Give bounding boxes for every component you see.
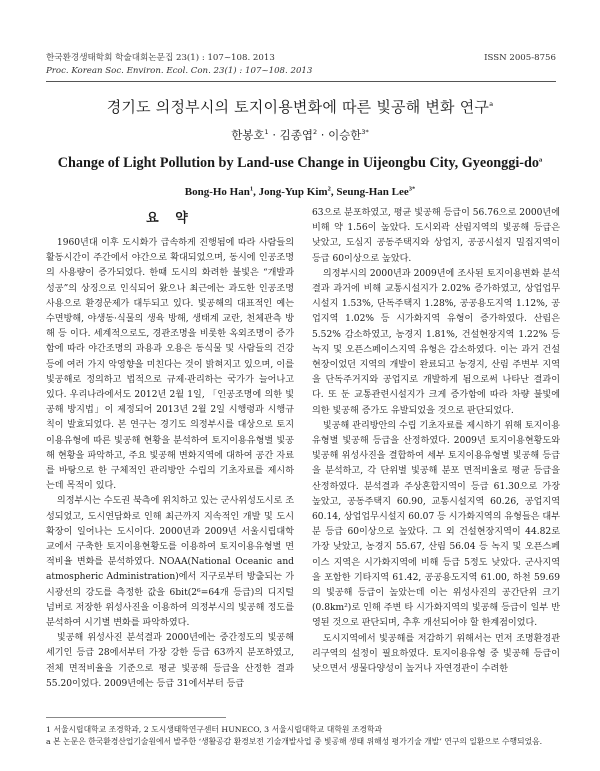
footnote-affiliations: 1 서울시립대학교 조경학과, 2 도시생태학연구센터 HUNECO, 3 서울시립대학교 대학원 조경학과	[46, 725, 383, 734]
author-en-3: Seung-Han Lee	[336, 186, 409, 198]
abstract-paragraph: 1960년대 이후 도시화가 급속하게 진행됨에 따라 사람들의 활동시간이 주간에서 야간으로 확대되었으며, 동시에 인공조명의 사용량이 증가되었다. 한때 도시의 화려한 불빛은 “개발과 성공”의 상징으로 인식되어 왔으나 최근에는 과도한 인공조명 사용으로 환경문제가 대두되고 있다. 빛공해의 대표적인 예는 수면방해, 야생동·식물의 생육 방해, 생태계 교란, 천체관측 방해 등 이다. 세계적으로도, 경관조명을 비롯한 옥외조명이 증가함에 따라 야간조명의 과용과 오용은 동식물 및 사람들의 건강 등에 여러 가지 악영향을 미친다는 것이 밝혀지고 있으며, 이를 빛공해로 정의하고 법적으로 규제·관리하는 국가가 늘어나고 있다. 우리나라에서도 2012년 2월 1일, 「인공조명에 의한 빛공해 방지법」이 제정되어 2013년 2월 2일 시행령과 시행규칙이 발효되었다. 본 연구는 경기도 의정부시를 대상으로 토지이용유형에 따른 빛공해 현황을 분석하여 토지이용유형별 빛공해 현황을 파악하고, 주요 빛공해 변화지역에 대하여 공간 자료를 바탕으로 한 구체적인 관리방안 수립의 기초자료를 제시하는데 목적이 있다.	[46, 238, 294, 492]
title-english-sup: a	[539, 156, 543, 164]
title-korean-text: 경기도 의정부시의 토지이용변화에 따른 빛공해 변화 연구	[106, 98, 490, 116]
author-ko-3: 이승한	[328, 128, 362, 142]
journal-citation-ko: 한국환경생태학회 학술대회논문집 23(1) : 107~108. 2013	[46, 53, 275, 63]
author-ko-1: 한봉호	[231, 128, 265, 142]
author-en-1-sup: 1	[249, 185, 254, 193]
abstract-paragraph: 빛공해 관리방안의 수립 기초자료를 제시하기 위해 토지이용유형별 빛공해 등급을 산정하였다. 2009년 토지이용현황도와 빛공해 위성사진을 결합하여 세부 토지이용유형별 빛공해 등급을 분석하고, 각 단위별 빛공해 분포 면적비율로 평균 등급을 산정하였다. 분석결과 주상혼합지역이 등급 61.30으로 가장 높았고, 공동주택지 60.90, 교통시설지역 60.26, 공업지역 60.14, 상업업무시설지 60.07 등 시가화지역의 유형들은 대부분 등급 60이상으로 높았다. 그 외 건설현장지역이 44.82로 가장 낮았고, 농경지 55.67, 산림 56.04 등 녹지 및 오픈스페이스 지역은 시가화지역에 비해 등급 5정도 낮았다. 군사지역을 포함한 기타지역 61.42, 공공용도지역 61.00, 하천 59.69의 빛공해 등급이 높았는데 이는 위성사진의 공간단위 크기(0.8km²)로 인해 주변 타 시가화지역의 빛공해 등급이 일부 반영된 것으로 판단되며, 추후 개선되어야 할 한계점이었다.	[312, 420, 560, 629]
author-en-2-sup: 2	[327, 185, 331, 193]
journal-citation-en: Proc. Korean Soc. Environ. Ecol. Con. 23(1) : 107~108. 2013	[46, 66, 313, 76]
authors-english: Bong-Ho Han$^1$, Jong-Yup Kim$^2$, Seung-Han Lee$^{3*}$	[184, 185, 416, 198]
footnote-rule	[46, 717, 226, 718]
abstract-paragraph: 63으로 분포하였고, 평균 빛공해 등급이 56.76으로 2000년에 비해 약 1.56이 높았다. 도시외곽 산림지역의 빛공해 등급은 낮았고, 도심지 공동주택지와 상업지, 공공시설지 밀집지역이 등급 60이상으로 높았다.	[312, 208, 560, 264]
title-korean	[0, 96, 600, 117]
author-ko-1-sup: 1	[264, 128, 269, 137]
title-english	[0, 155, 600, 172]
abstract-heading: 요 약	[146, 211, 194, 226]
header-rule	[46, 81, 556, 82]
title-english-text: Change of Light Pollution by Land-use Change in Uijeongbu City, Gyeonggi-do	[57, 155, 540, 171]
right-column	[312, 206, 560, 677]
footnotes	[46, 724, 556, 747]
issn: ISSN 2005-8756	[484, 53, 556, 63]
author-ko-2: 김종엽	[279, 128, 313, 142]
title-korean-sup: a	[489, 100, 494, 108]
abstract-paragraph: 의정부시의 2000년과 2009년에 조사된 토지이용변화 분석결과 과거에 비해 교통시설지가 2.02% 증가하였고, 상업업무시설지 1.53%, 단독주택지 1.28%, 공공용도지역 1.12%, 공업지역 1.02% 등 시가화지역 유형이 증가하였다. 산림은 5.52% 감소하였고, 농경지 1.81%, 건설현장지역 1.22% 등 녹지 및 오픈스페이스지역 유형은 감소하였다. 이는 과거 건설현장이었던 지역의 개발이 완료되고 농경지, 산림 주변부 지역을 단독주거지와 공업지로 개발하게 됨으로써 나타난 결과이다. 또 둔 교통관련시설지가 크게 증가함에 따라 차량 불빛에 의한 빛공해 증가도 유발되었을 것으로 판단되었다.	[312, 268, 560, 416]
author-ko-2-sup: 2	[312, 128, 318, 137]
authors-korean	[0, 127, 600, 143]
footnote-funding: a 본 논문은 한국환경산업기술원에서 발주한 ‘생활공감 환경보전 기술개발사업 중 빛공해 생태 위해성 평가기술 개발’ 연구의 일환으로 수행되었음.	[46, 736, 543, 746]
author-en-2: Jong-Yup Kim	[258, 186, 328, 198]
left-column	[46, 236, 294, 692]
abstract-paragraph: 빛공해 위성사진 분석결과 2000년에는 중간정도의 빛공해 세기인 등급 28에서부터 가장 강한 등급 63까지 분포하였고, 전체 면적비율을 기준으로 평균 빛공해 등급을 산정한 결과 55.20이었다. 2009년에는 등급 31에서부터 등급	[46, 633, 294, 689]
author-separator: ·	[268, 128, 280, 142]
abstract-paragraph: 의정부시는 수도권 북측에 위치하고 있는 군사위성도시로 조성되었고, 도시연담화로 인해 최근까지 지속적인 개발 및 도시확장이 일어나는 도시이다. 2000년과 2009년 서울시립대학교에서 구축한 토지이용현황도를 이용하여 토지이용유형별 면적비율 변화를 분석하였다. NOAA(National Oceanic and atmospheric Administration)에서 지구로부터 방출되는 가시광선의 강도를 측정한 값을 6bit(2⁶=64개 등급)의 디지털 넘버로 저장한 위성사진을 이용하여 의정부시의 빛공해 정도를 분석하여 시기별 변화를 파악하였다.	[46, 496, 294, 629]
abstract-paragraph: 도시지역에서 빛공해를 저감하기 위해서는 먼저 조명환경관리구역의 설정이 필요하였다. 토지이용유형 중 빛공해 등급이 낮으면서 생물다양성이 높거나 자연경관이 수려한	[312, 633, 560, 675]
author-en-3-sup: 3*	[408, 185, 416, 193]
author-ko-3-sup: 3*	[361, 128, 369, 137]
journal-header	[46, 52, 556, 78]
author-separator: ·	[317, 128, 329, 142]
author-en-1: Bong-Ho Han	[184, 186, 250, 198]
